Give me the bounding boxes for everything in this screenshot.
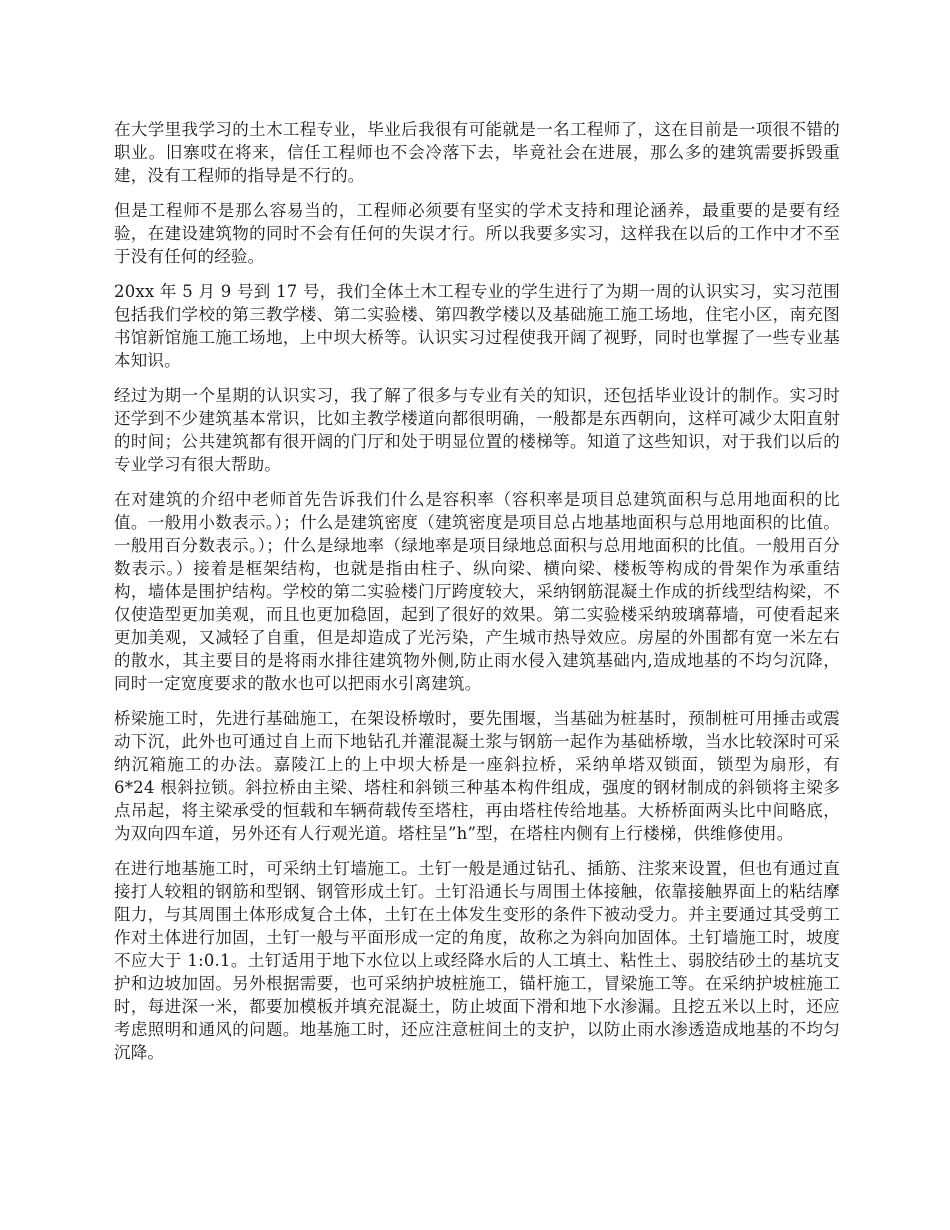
paragraph-foundation: 在进行地基施工时，可采纳土钉墙施工。土钉一般是通过钻孔、插筋、注浆来设置，但也有通过直接打人较粗的钢筋和型钢、钢管形成土钉。土钉沿通长与周围土体接触，依靠接触界面上的粘结摩阻力，与其周围土体形成复合土体，土钉在土体发生变形的条件下被动受力。并主要通过其受剪工作对土体进行加固，土钉一般与平面形成一定的角度，故称之为斜向加固体。土钉墙施工时，坡度不应大于 1:0.1。土钉适用于地下水位以上或经降水后的人工填土、粘性土、弱胶结砂土的基坑支护和边坡加固。另外根据需要，也可采纳护坡桩施工，锚杆施工，冒梁施工等。在采纳护坡桩施工时，每进深一米，都要加模板并填充混凝土，防止坡面下滑和地下水渗漏。且挖五米以上时，还应考虑照明和通风的问题。地基施工时，还应注意桩间土的支护，以防止雨水渗透造成地基的不均匀沉降。: [114, 859, 840, 1062]
paragraph-internship: 20xx 年 5 月 9 号到 17 号，我们全体土木工程专业的学生进行了为期一周的认识实习，实习范围包括我们学校的第三教学楼、第二实验楼、第四教学楼以及基础施工施工场地，住宅小区，南充图书馆新馆施工施工场地，上中坝大桥等。认识实习过程使我开阔了视野，同时也掌握了一些专业基本知识。: [114, 282, 840, 370]
paragraph-engineer: 但是工程师不是那么容易当的，工程师必须要有坚实的学术支持和理论涵养，最重要的是要有经验，在建设建筑物的同时不会有任何的失误才行。所以我要多实习，这样我在以后的工作中才不至于没有任何的经验。: [114, 201, 840, 266]
paragraph-bridge: 桥梁施工时，先进行基础施工，在架设桥墩时，要先围堰，当基础为桩基时，预制桩可用捶击或震动下沉，此外也可通过自上而下地钻孔并灌混凝土浆与钢筋一起作为基础桥墩，当水比较深时可采纳沉箱施工的办法。嘉陵江上的上中坝大桥是一座斜拉桥，采纳单塔双锁面，锁型为扇形，有 6*24 根斜拉锁。斜拉桥由主梁、塔柱和斜锁三种基本构件组成，强度的钢材制成的斜锁将主梁多点吊起，将主梁承受的恒载和车辆荷载传至塔柱，再由塔柱传给地基。大桥桥面两头比中间略底，为双向四车道，另外还有人行观光道。塔柱呈”h”型，在塔柱内侧有上行楼梯，供维修使用。: [114, 709, 840, 843]
document-page: [114, 118, 840, 1076]
paragraph-intro: 在大学里我学习的土木工程专业，毕业后我很有可能就是一名工程师了，这在目前是一项很不错的职业。旧寨哎在将来，信任工程师也不会冷落下去，毕竟社会在进展，那么多的建筑需要拆毁重建，没有工程师的指导是不行的。: [114, 120, 840, 185]
paragraph-building: 在对建筑的介绍中老师首先告诉我们什么是容积率（容积率是项目总建筑面积与总用地面积的比值。一般用小数表示。）；什么是建筑密度（建筑密度是项目总占地基地面积与总用地面积的比值。一般用百分数表示。）；什么是绿地率（绿地率是项目绿地总面积与总用地面积的比值。一般用百分数表示。）接着是框架结构，也就是指由柱子、纵向梁、横向梁、楼板等构成的骨架作为承重结构，墙体是围护结构。学校的第二实验楼门厅跨度较大，采纳钢筋混凝土作成的折线型结构梁，不仅使造型更加美观，而且也更加稳固，起到了很好的效果。第二实验楼采纳玻璃幕墙，可使看起来更加美观，又减轻了自重，但是却造成了光污染，产生城市热导效应。房屋的外围都有宽一米左右的散水，其主要目的是将雨水排往建筑物外侧,防止雨水侵入建筑基础内,造成地基的不均匀沉降，同时一定宽度要求的散水也可以把雨水引离建筑。: [114, 490, 840, 693]
paragraph-knowledge: 经过为期一个星期的认识实习，我了解了很多与专业有关的知识，还包括毕业设计的制作。实习时还学到不少建筑基本常识，比如主教学楼道向都很明确，一般都是东西朝向，这样可减少太阳直射的时间；公共建筑都有很开阔的门厅和处于明显位置的楼梯等。知道了这些知识，对于我们以后的专业学习有很大帮助。: [114, 386, 840, 474]
